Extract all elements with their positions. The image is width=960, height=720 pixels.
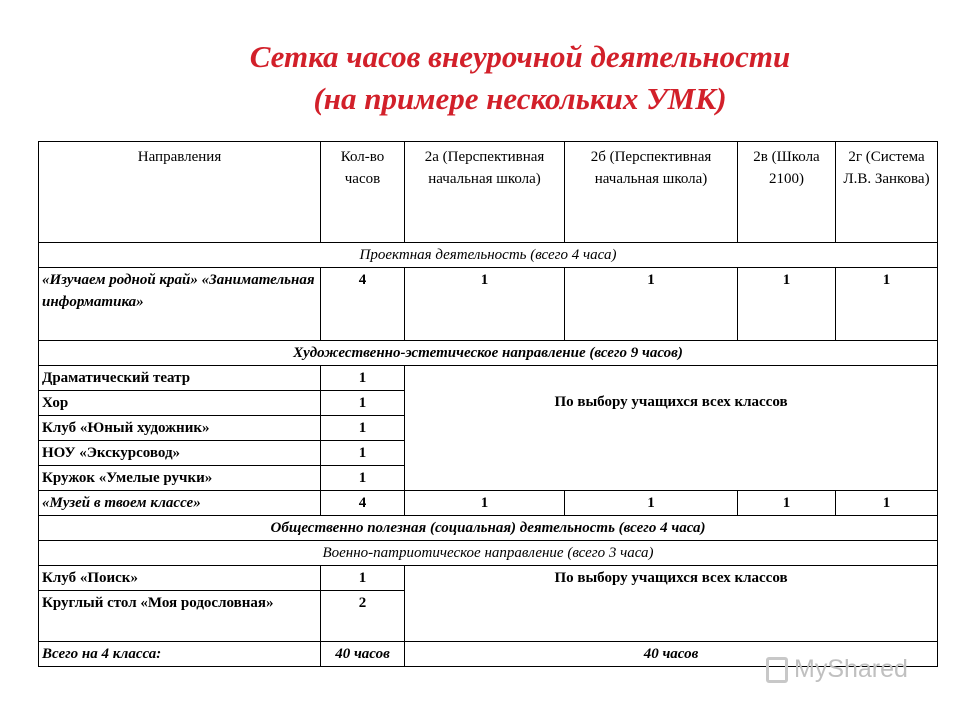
table-row [39, 566, 938, 591]
row-name: Кружок «Умелые ручки» [39, 466, 321, 491]
row-2a: 1 [405, 491, 565, 516]
watermark-text: MyShared [794, 655, 908, 683]
header-row [39, 142, 938, 243]
row-name: НОУ «Экскурсовод» [39, 441, 321, 466]
total-hours: 40 часов [321, 642, 405, 667]
section-project: Проектная деятельность (всего 4 часа) [39, 243, 938, 268]
title-line-2: (на примере нескольких УМК) [313, 81, 727, 116]
header-2g: 2г (Система Л.В. Занкова) [836, 142, 938, 243]
row-name: Клуб «Юный художник» [39, 416, 321, 441]
total-label: Всего на 4 класса: [39, 642, 321, 667]
choice-text: По выбору учащихся всех классов [554, 394, 788, 410]
row-2g: 1 [836, 491, 938, 516]
choice-cell-military [405, 566, 938, 642]
watermark-logo [766, 655, 908, 684]
table-row [39, 268, 938, 341]
row-hours: 1 [321, 441, 405, 466]
total-classes: 40 часов [405, 642, 938, 667]
row-2b: 1 [565, 491, 738, 516]
row-2v: 1 [738, 491, 836, 516]
slide-title [0, 36, 960, 120]
header-2v: 2в (Школа 2100) [738, 142, 836, 243]
row-2a: 1 [405, 268, 565, 341]
section-row [39, 341, 938, 366]
table-row [39, 491, 938, 516]
presentation-icon [766, 657, 788, 683]
table-row [39, 366, 938, 391]
row-2v: 1 [738, 268, 836, 341]
row-name: Хор [39, 391, 321, 416]
section-military: Военно-патриотическое направление (всего 3 часа) [39, 541, 938, 566]
header-direction: Направления [39, 142, 321, 243]
row-hours: 1 [321, 566, 405, 591]
row-hours: 1 [321, 466, 405, 491]
row-2g: 1 [836, 268, 938, 341]
section-row [39, 541, 938, 566]
hours-grid-table [38, 141, 938, 667]
row-name: «Изучаем родной край» «Занимательная информатика» [39, 268, 321, 341]
row-hours: 4 [321, 268, 405, 341]
row-name: Клуб «Поиск» [39, 566, 321, 591]
row-hours: 1 [321, 416, 405, 441]
row-hours: 2 [321, 591, 405, 642]
row-hours: 4 [321, 491, 405, 516]
section-row [39, 243, 938, 268]
row-hours: 1 [321, 391, 405, 416]
header-2b: 2б (Перспективная начальная школа) [565, 142, 738, 243]
row-name: Драматический театр [39, 366, 321, 391]
header-hours: Кол-во часов [321, 142, 405, 243]
section-row [39, 516, 938, 541]
section-social: Общественно полезная (социальная) деятельность (всего 4 часа) [39, 516, 938, 541]
row-2b: 1 [565, 268, 738, 341]
row-name: «Музей в твоем классе» [39, 491, 321, 516]
title-line-1: Сетка часов внеурочной деятельности [249, 39, 791, 74]
choice-text: По выбору учащихся всех классов [554, 570, 788, 586]
choice-cell-art [405, 366, 938, 491]
row-hours: 1 [321, 366, 405, 391]
header-2a: 2а (Перспективная начальная школа) [405, 142, 565, 243]
row-name: Круглый стол «Моя родословная» [39, 591, 321, 642]
section-art: Художественно-эстетическое направление (всего 9 часов) [39, 341, 938, 366]
